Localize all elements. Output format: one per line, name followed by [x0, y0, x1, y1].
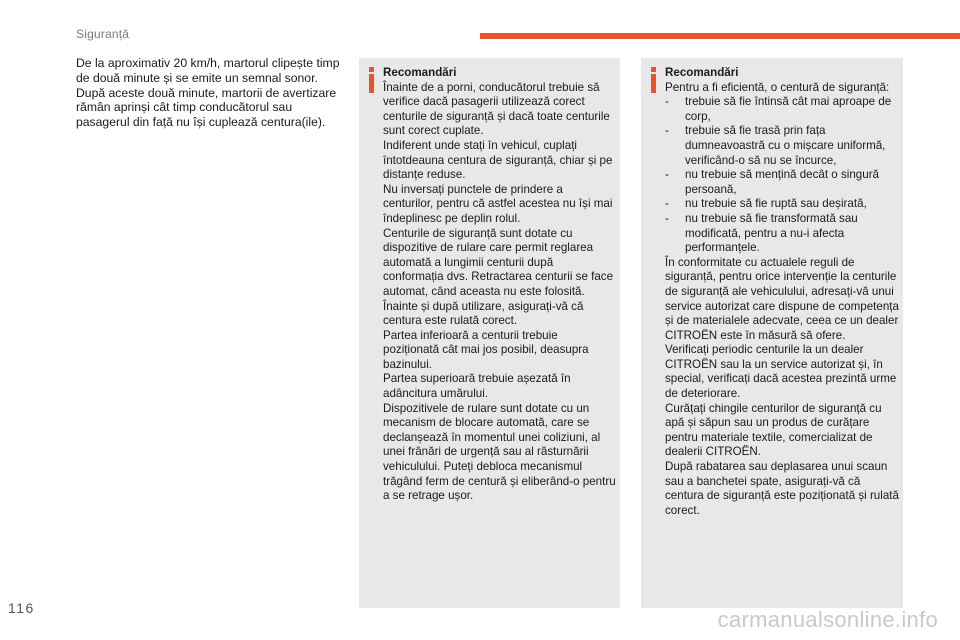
- page-number: 116: [8, 600, 35, 616]
- recommendation-paragraph: Verificați periodic centurile la un dealer CITROËN sau la un service autorizat și, în special, verificați dacă acestea prezintă urme de deteriorare.: [665, 343, 897, 401]
- list-item: - nu trebuie să fie ruptă sau deșirată,: [665, 197, 867, 211]
- recommendations-box-left: [359, 58, 620, 608]
- recommendations-content-left: [383, 66, 616, 504]
- section-title: Siguranță: [76, 27, 130, 41]
- recommendation-paragraph: Înainte și după utilizare, asigurați-vă că centura este rulată corect.: [383, 299, 584, 328]
- info-icon: [648, 67, 659, 93]
- recommendation-paragraph: Centurile de siguranță sunt dotate cu dispozitive de rulare care permit reglarea automată a lungimii centurii după conformația dvs. Retractarea centurii se face automat, când aceasta nu este folosită.: [383, 226, 614, 298]
- recommendation-paragraph: Curățați chingile centurilor de siguranță cu apă și săpun sau un produs de curățare pentru materiale textile, comercializat de dealerii CITROËN.: [665, 401, 882, 459]
- recommendation-paragraph: După rabatarea sau deplasarea unui scaun sau a banchetei spate, asigurați-vă că centura de siguranță este poziționată și rulată corect.: [665, 460, 899, 517]
- list-item: - nu trebuie să fie transformată sau modificată, pentru a nu-i afecta performanțele.: [665, 211, 858, 255]
- recommendation-paragraph: Indiferent unde stați în vehicul, cuplați întotdeauna centura de siguranță, chiar și pe distanțe reduse.: [383, 138, 613, 182]
- requirements-list: [665, 95, 899, 256]
- recommendation-paragraph: Partea inferioară a centurii trebuie poziționată cât mai jos posibil, deasupra bazinului.: [383, 328, 589, 371]
- list-item: - nu trebuie să mențină decât o singură persoană,: [665, 168, 879, 196]
- recommendation-paragraph: Înainte de a porni, conducătorul trebuie să verifice dacă pasagerii utilizează corect centurile de siguranță și dacă toate centurile sunt corect cuplate.: [383, 80, 610, 138]
- list-item: - trebuie să fie trasă prin fața dumneavoastră cu o mișcare uniformă, verificând-o să nu se încurce,: [665, 124, 886, 167]
- recommendation-lead: Pentru a fi eficientă, o centură de siguranță:: [665, 80, 890, 94]
- box-title: Recomandări: [665, 66, 739, 79]
- box-title: Recomandări: [383, 66, 457, 79]
- recommendations-content-right: [665, 66, 899, 518]
- info-icon: [366, 67, 377, 93]
- recommendation-paragraph: Nu inversați punctele de prindere a centurilor, pentru că astfel acestea nu își mai îndeplinesc pe deplin rolul.: [383, 182, 613, 225]
- recommendation-paragraph: Dispozitivele de rulare sunt dotate cu un mecanism de blocare automată, care se declanșează în momentul unei coliziuni, al unei frânări de urgență sau al răsturnării vehiculului. Puteți debloca mecanismul trăgând ferm de centură și eliberând-o pentru a se retrage ușor.: [383, 401, 616, 503]
- recommendation-paragraph: Partea superioară trebuie așezată în adâncitura umărului.: [383, 372, 571, 401]
- recommendations-box-right: [641, 58, 903, 608]
- intro-paragraph: De la aproximativ 20 km/h, martorul clipește timp de două minute și se emite un semnal sonor. După aceste două minute, martorii de avertizare rămân aprinși cât timp conducătorul sau pasagerul din față nu își cuplează centura(ile).: [76, 56, 340, 130]
- list-item: - trebuie să fie întinsă cât mai aproape de corp,: [665, 95, 892, 123]
- recommendation-paragraph: În conformitate cu actualele reguli de siguranță, pentru orice intervenție la centurile de siguranță ale vehiculului, adresați-vă unui service autorizat care dispune de competența și de materialele adecvate, ceea ce un dealer CITROËN este în măsură să ofere.: [665, 255, 899, 342]
- watermark: carmanualsonline.info: [717, 607, 938, 632]
- header-accent-bar: [480, 33, 960, 39]
